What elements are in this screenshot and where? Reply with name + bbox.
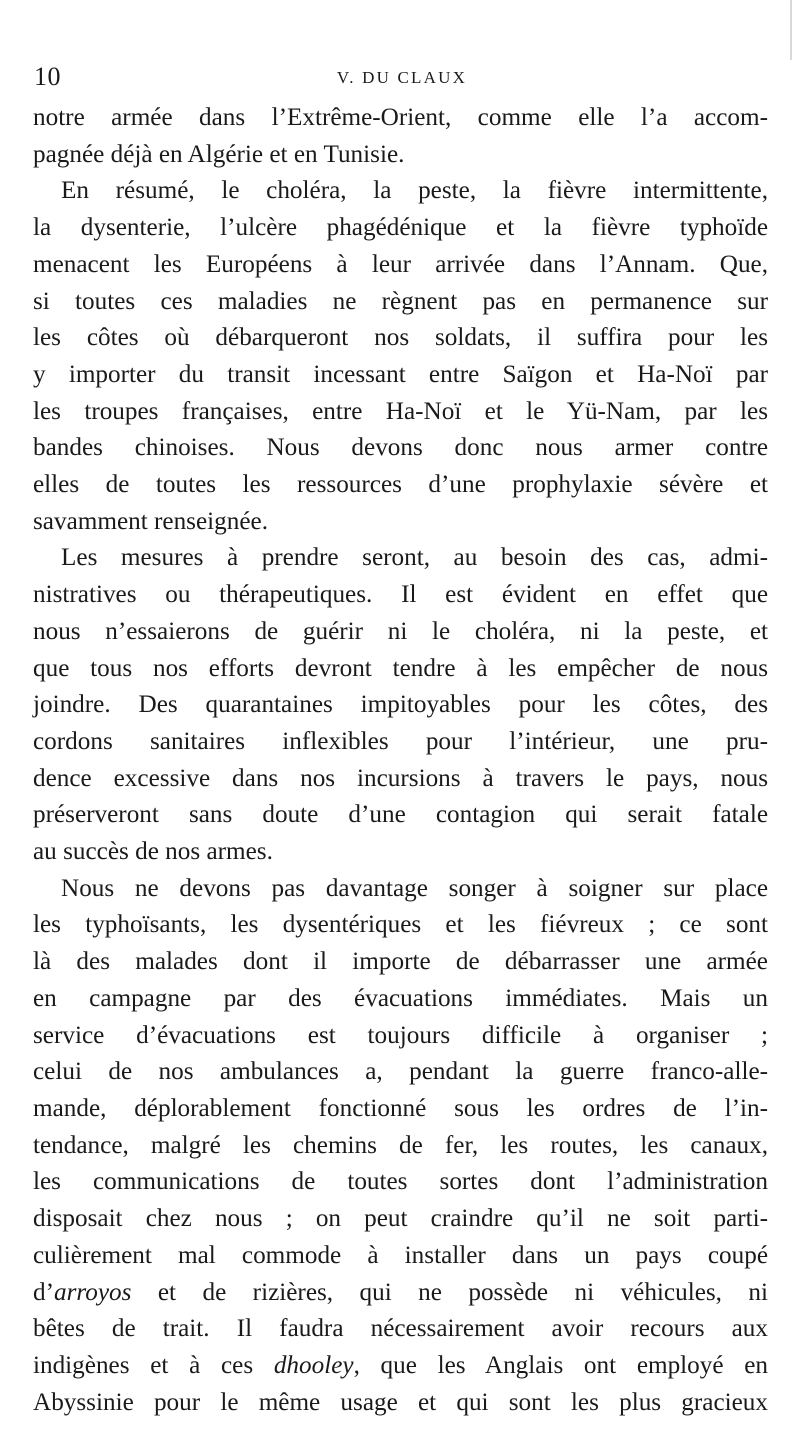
text-line — [33, 871, 768, 908]
text-line-content: disposait chez nous ; on peut craindre qu’il ne soit parti- — [33, 1205, 768, 1233]
text-line — [33, 1091, 768, 1128]
page-header — [34, 62, 770, 96]
text-line-content: nistratives ou thérapeutiques. Il est évident en effet que — [33, 581, 769, 609]
text-line — [33, 1018, 768, 1055]
text-line-content: pagnée déjà en Algérie et en Tunisie. — [33, 140, 405, 168]
text-line — [33, 1054, 768, 1091]
page-edge-mark — [790, 0, 792, 60]
text-line — [33, 834, 768, 871]
text-line-content: y importer du transit incessant entre Saïgon et Ha-Noï par — [33, 360, 769, 388]
text-line — [33, 577, 768, 614]
text-line-content — [33, 1348, 768, 1385]
text-line-content: cordons sanitaires inflexibles pour l’intérieur, une pru- — [33, 727, 768, 755]
text-line — [33, 944, 768, 981]
text-line-content: service d’évacuations est toujours difficile à organiser ; — [33, 1021, 769, 1049]
text-line-content: là des malades dont il importe de débarrasser une armée — [33, 948, 768, 976]
text-line — [33, 100, 768, 137]
text-line — [33, 1348, 768, 1385]
text-line — [33, 247, 768, 284]
text-line — [33, 137, 768, 174]
text-line — [33, 1311, 768, 1348]
text-line — [33, 797, 768, 834]
running-title: V. DU CLAUX — [336, 68, 468, 87]
text-line — [33, 467, 768, 504]
page-number: 10 — [34, 62, 61, 91]
text-line — [33, 210, 768, 247]
text-line-content: Nous ne devons pas davantage songer à soigner sur place — [61, 874, 768, 902]
text-segment: , que les Anglais ont employé en — [353, 1351, 769, 1379]
text-line-content: les communications de toutes sortes dont l’administration — [33, 1168, 768, 1196]
text-line-content: bandes chinoises. Nous devons donc nous armer contre — [33, 434, 769, 462]
text-line-content: En résumé, le choléra, la peste, la fièvre intermittente, — [61, 177, 768, 205]
text-line-content: dence excessive dans nos incursions à travers le pays, nous — [33, 764, 769, 792]
text-line-content: Les mesures à prendre seront, au besoin des cas, admi- — [61, 544, 768, 572]
text-line — [33, 687, 768, 724]
text-line-content: au succès de nos armes. — [33, 838, 273, 866]
text-line-content: savamment renseignée. — [33, 507, 268, 535]
text-segment: indigènes et à ces — [33, 1351, 274, 1379]
text-line-content: joindre. Des quarantaines impitoyables pour les côtes, des — [33, 691, 768, 719]
text-line — [33, 1164, 768, 1201]
text-line — [33, 761, 768, 798]
text-line-content — [33, 1275, 768, 1312]
text-line-content: que tous nos efforts devront tendre à les empêcher de nous — [33, 654, 768, 682]
text-line-content: celui de nos ambulances a, pendant la guerre franco-alle- — [33, 1058, 769, 1086]
text-line-content: les typhoïsants, les dysentériques et les fiévreux ; ce sont — [33, 911, 768, 939]
text-line-content: la dysenterie, l’ulcère phagédénique et la fièvre typhoïde — [33, 214, 769, 242]
text-line — [33, 394, 768, 431]
text-line-content: les côtes où débarqueront nos soldats, il suffira pour les — [33, 324, 769, 352]
text-line-content: culièrement mal commode à installer dans un pays coupé — [33, 1241, 768, 1269]
text-line — [33, 1275, 768, 1312]
text-line — [33, 320, 768, 357]
text-line — [33, 173, 768, 210]
text-line-content: menacent les Européens à leur arrivée dans l’Annam. Que, — [33, 250, 769, 278]
text-line-content: Abyssinie pour le même usage et qui sont les plus gracieux — [33, 1388, 768, 1416]
text-line-content: tendance, malgré les chemins de fer, les routes, les canaux, — [33, 1131, 768, 1159]
text-segment: d’ — [33, 1278, 54, 1306]
text-line-content: bêtes de trait. Il faudra nécessairement avoir recours aux — [33, 1315, 768, 1343]
text-segment: et de rizières, qui ne possède ni véhicules, ni — [131, 1278, 769, 1306]
page-body-text — [33, 100, 768, 1421]
text-line — [33, 651, 768, 688]
text-line — [33, 724, 768, 761]
text-line — [33, 614, 768, 651]
text-line — [33, 1238, 768, 1275]
text-line-content: les troupes françaises, entre Ha-Noï et le Yü-Nam, par les — [33, 397, 769, 425]
text-line-content: si toutes ces maladies ne règnent pas en permanence sur — [33, 287, 768, 315]
text-line-content: elles de toutes les ressources d’une prophylaxie sévère et — [33, 471, 769, 499]
text-line — [33, 430, 768, 467]
text-line — [33, 1385, 768, 1422]
text-line — [33, 504, 768, 541]
text-line — [33, 1201, 768, 1238]
text-line — [33, 1128, 768, 1165]
text-line — [33, 357, 768, 394]
text-line — [33, 907, 768, 944]
text-line-content: mande, déplorablement fonctionné sous les ordres de l’in- — [33, 1094, 768, 1122]
text-line — [33, 981, 768, 1018]
text-line-content: préserveront sans doute d’une contagion qui serait fatale — [33, 801, 769, 829]
text-line — [33, 284, 768, 321]
text-line-content: notre armée dans l’Extrême-Orient, comme elle l’a accom- — [33, 104, 768, 131]
italic-term: dhooley — [273, 1351, 354, 1379]
text-line-content: en campagne par des évacuations immédiates. Mais un — [33, 984, 768, 1012]
italic-term: arroyos — [53, 1278, 132, 1306]
text-line — [33, 540, 768, 577]
text-line-content: nous n’essaierons de guérir ni le choléra, ni la peste, et — [33, 617, 769, 645]
